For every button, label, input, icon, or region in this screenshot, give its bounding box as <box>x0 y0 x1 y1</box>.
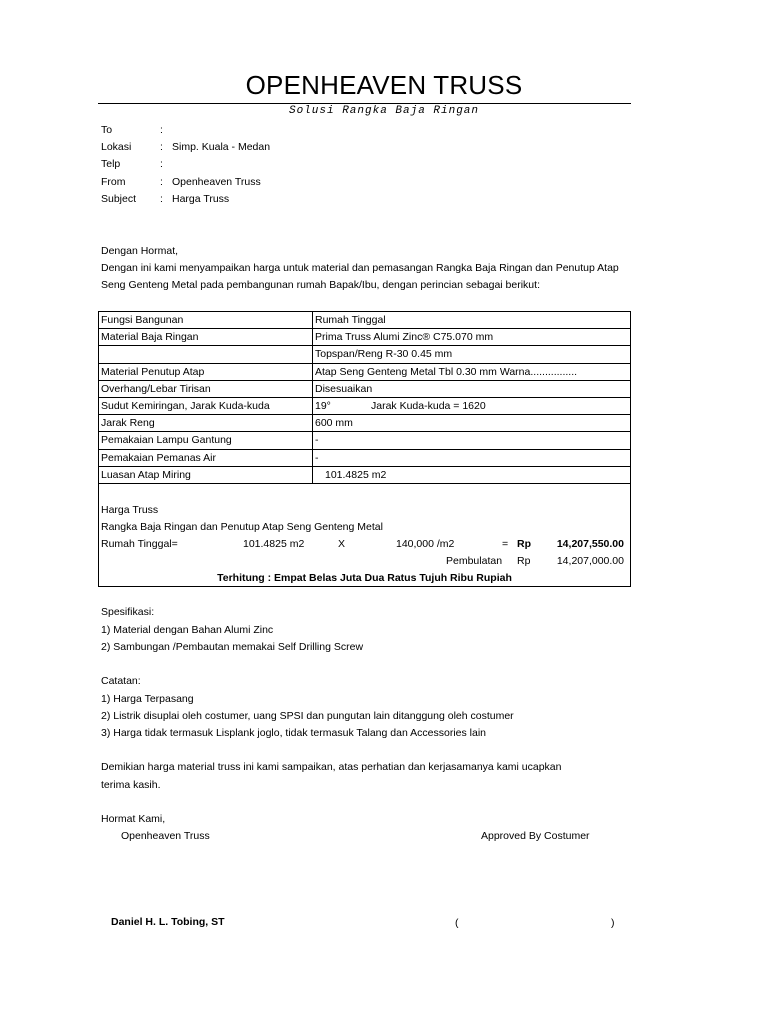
meta-colon: : <box>160 176 163 188</box>
table-row <box>99 397 631 414</box>
pricing-total: 14,207,550.00 <box>556 538 624 550</box>
meta-colon: : <box>160 193 163 205</box>
signature-open-paren: ( <box>455 917 459 929</box>
greeting: Dengan Hormat, <box>101 245 179 257</box>
specs-item: 1) Material dengan Bahan Alumi Zinc <box>101 624 274 636</box>
spec-value <box>313 466 631 483</box>
notes-item: 1) Harga Terpasang <box>101 693 194 705</box>
meta-colon: : <box>160 124 163 136</box>
spec-label: Pemakaian Pemanas Air <box>99 449 313 466</box>
pricing-quantity: 101.4825 m2 <box>243 538 305 550</box>
pricing-heading: Harga Truss <box>101 504 159 516</box>
spec-label: Luasan Atap Miring <box>99 466 313 483</box>
meta-label-to: To <box>101 124 113 136</box>
meta-colon: : <box>160 158 163 170</box>
rounding-label: Pembulatan <box>446 555 503 567</box>
table-row <box>99 432 631 449</box>
spec-value: Disesuaikan <box>313 380 631 397</box>
intro-line-1: Dengan ini kami menyampaikan harga untuk material dan pemasangan Rangka Baja Ringan dan Penutup Atap <box>101 262 619 274</box>
pricing-description: Rangka Baja Ringan dan Penutup Atap Seng Genteng Metal <box>101 521 383 533</box>
notes-item: 3) Harga tidak termasuk Lisplank joglo, tidak termasuk Talang dan Accessories lain <box>101 727 487 739</box>
intro-line-2: Seng Genteng Metal pada pembangunan rumah Bapak/Ibu, dengan perincian sebagai berikut: <box>101 279 540 291</box>
spec-value: - <box>313 449 631 466</box>
meta-value-from: Openheaven Truss <box>172 176 261 188</box>
spec-value-secondary: Jarak Kuda-kuda = 1620 <box>371 400 486 413</box>
spec-value: Topspan/Reng R-30 0.45 mm <box>313 346 631 363</box>
spec-label: Material Penutup Atap <box>99 363 313 380</box>
spec-value: Atap Seng Genteng Metal Tbl 0.30 mm Warna................ <box>313 363 631 380</box>
closing-line-2: terima kasih. <box>101 779 161 791</box>
company-tagline: Solusi Rangka Baja Ringan <box>288 105 480 117</box>
spec-value: Prima Truss Alumi Zinc® C75.070 mm <box>313 329 631 346</box>
closing-line-1: Demikian harga material truss ini kami sampaikan, atas perhatian dan kerjasamanya kami ucapkan <box>101 761 562 773</box>
approved-by: Approved By Costumer <box>481 830 590 842</box>
spec-label: Sudut Kemiringan, Jarak Kuda-kuda <box>99 397 313 414</box>
specs-heading: Spesifikasi: <box>101 606 155 618</box>
spec-value: - <box>313 432 631 449</box>
meta-colon: : <box>160 141 163 153</box>
spec-value-pair <box>313 397 631 414</box>
specs-item: 2) Sambungan /Pembautan memakai Self Drilling Screw <box>101 641 364 653</box>
pricing-currency: Rp <box>517 538 531 550</box>
spec-label: Material Baja Ringan <box>99 329 313 346</box>
notes-heading: Catatan: <box>101 675 141 687</box>
table-row <box>99 415 631 432</box>
meta-label-from: From <box>101 176 126 188</box>
rounded-total: 14,207,000.00 <box>556 555 624 567</box>
table-row <box>99 466 631 483</box>
header-divider <box>98 103 631 104</box>
spec-table <box>98 311 631 484</box>
table-row <box>99 329 631 346</box>
table-row <box>99 380 631 397</box>
spec-label: Jarak Reng <box>99 415 313 432</box>
rounding-currency: Rp <box>517 555 531 567</box>
signature-company: Openheaven Truss <box>121 830 210 842</box>
spec-value: 19° <box>315 400 331 413</box>
meta-value-subject: Harga Truss <box>172 193 230 205</box>
total-in-words: Terhitung : Empat Belas Juta Dua Ratus Tujuh Ribu Rupiah <box>217 572 512 584</box>
table-row <box>99 449 631 466</box>
table-row <box>99 363 631 380</box>
spec-label: Fungsi Bangunan <box>99 312 313 329</box>
spec-value-text: 101.4825 m2 <box>325 468 387 481</box>
meta-label-telp: Telp <box>101 158 121 170</box>
meta-label-subject: Subject <box>101 193 137 205</box>
spec-value: 600 mm <box>313 415 631 432</box>
pricing-equals: = <box>502 538 509 550</box>
table-row <box>99 346 631 363</box>
spec-label: Overhang/Lebar Tirisan <box>99 380 313 397</box>
notes-item: 2) Listrik disuplai oleh costumer, uang SPSI dan pungutan lain ditanggung oleh costumer <box>101 710 514 722</box>
spec-value: Rumah Tinggal <box>313 312 631 329</box>
meta-label-lokasi: Lokasi <box>101 141 132 153</box>
company-title: OPENHEAVEN TRUSS <box>245 70 523 100</box>
meta-value-lokasi: Simp. Kuala - Medan <box>172 141 271 153</box>
spec-label <box>99 346 313 363</box>
regards: Hormat Kami, <box>101 813 166 825</box>
pricing-item: Rumah Tinggal= <box>101 538 178 550</box>
pricing-multiply: X <box>338 538 346 550</box>
spec-label: Pemakaian Lampu Gantung <box>99 432 313 449</box>
signer-name: Daniel H. L. Tobing, ST <box>111 916 225 928</box>
signature-close-paren: ) <box>611 917 615 929</box>
pricing-unit-price: 140,000 /m2 <box>396 538 455 550</box>
table-row <box>99 312 631 329</box>
